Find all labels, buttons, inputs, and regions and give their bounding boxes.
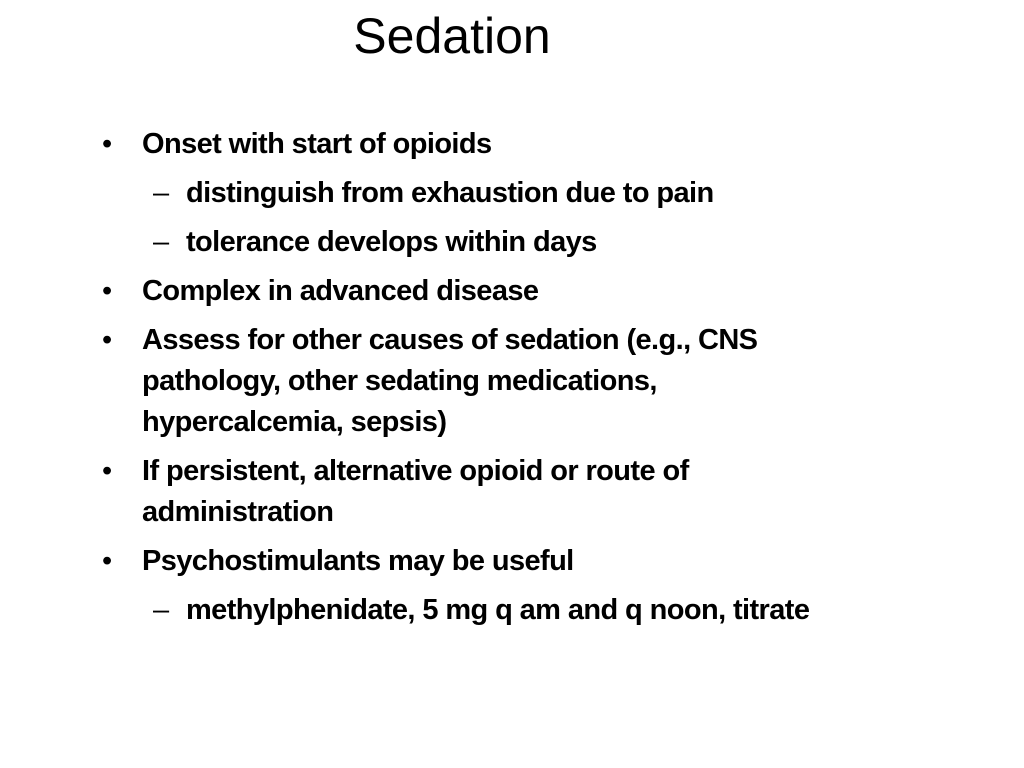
list-subitem-text: distinguish from exhaustion due to pain [186,177,714,209]
list-item [0,451,862,533]
list-subitem [0,173,906,214]
slide-title: Sedation [353,8,551,64]
list-item-text: Assess for other causes of sedation (e.g., CNS pathology, other sedating medications, hypercalcemia, sepsis) [142,324,758,438]
list-item-text: Complex in advanced disease [142,275,539,307]
list-item [0,541,862,582]
list-item [0,320,862,443]
bullet-marker: • [102,324,112,356]
bullet-marker: • [102,128,112,160]
dash-marker: – [153,177,169,209]
list-item [0,124,862,165]
bullet-marker: • [102,455,112,487]
dash-marker: – [153,594,169,626]
list-item-text: Onset with start of opioids [142,128,492,160]
list-subitem-text: methylphenidate, 5 mg q am and q noon, titrate [186,594,810,626]
bullet-marker: • [102,275,112,307]
list-subitem-text: tolerance develops within days [186,226,597,258]
list-subitem [0,590,906,631]
dash-marker: – [153,226,169,258]
bullet-list [0,124,1024,631]
list-item-text: Psychostimulants may be useful [142,545,574,577]
list-item-text: If persistent, alternative opioid or route of administration [142,455,689,528]
list-subitem [0,222,906,263]
list-item [0,271,862,312]
bullet-marker: • [102,545,112,577]
